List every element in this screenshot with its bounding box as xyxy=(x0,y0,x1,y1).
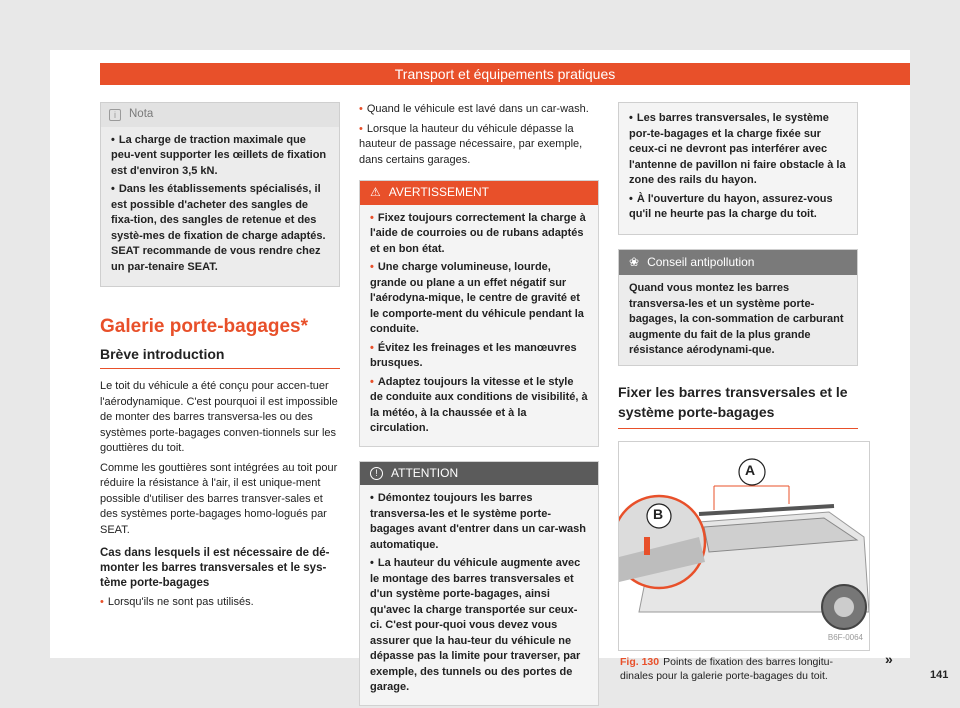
section2-title: Fixer les barres transversales et le système porte-bagages xyxy=(618,382,858,429)
column-3 xyxy=(618,102,863,683)
callout-a: A xyxy=(745,461,756,478)
chapter-header: Transport et équipements pratiques xyxy=(100,63,910,85)
nota-header xyxy=(101,103,339,127)
warning-item: • Une charge volumineuse, lourde, grande ou plane a un effet négatif sur l'aérodyna-mique, le centre de gravité et le comporte-ment du véhicule pendant la conduite. xyxy=(370,260,588,338)
warning-item: • Fixez toujours correctement la charge à l'aide de courroies ou de rubans adaptés et en bon état. xyxy=(370,211,588,258)
figure-caption xyxy=(618,651,858,683)
warning-item: • Évitez les freinages et les manœuvres brusques. xyxy=(370,341,588,372)
section-title: Galerie porte-bagages* xyxy=(100,316,309,337)
attention-header xyxy=(360,462,598,486)
attention-item: • Les barres transversales, le système por-te-bagages et la charge fixée sur ceux-ci ne devront pas interférer avec l'antenne de pavillon ni faire obstacle à la zone des rails du hayon. xyxy=(629,111,847,189)
page-number: 141 xyxy=(930,669,949,681)
eco-text: Quand vous montez les barres transversa-les et un système porte-bagages, la con-sommation de carburant augmente du fait de la plus grande résistance aérodynami-que. xyxy=(629,282,844,356)
info-icon: i xyxy=(109,109,121,121)
attention-item: • À l'ouverture du hayon, assurez-vous qu'il ne heurte pas la charge du toit. xyxy=(629,192,847,223)
warning-item: • Adaptez toujours la vitesse et le style de conduite aux conditions de visibilité, à la météo, à la chaussée et à la circulation. xyxy=(370,375,588,437)
figure-number: Fig. 130 xyxy=(620,655,660,668)
list-item: • Lorsqu'ils ne sont pas utilisés. xyxy=(100,595,340,611)
warning-label: AVERTISSEMENT xyxy=(388,185,490,199)
intro-paragraph: Comme les gouttières sont intégrées au toit pour réduire la résistance à l'air, il est unique-ment possible d'utiliser des barres transver-sales et des systèmes porte-bagages homo-logués par SEAT. xyxy=(100,461,338,536)
nota-item: • Dans les établissements spécialisés, il est possible d'acheter des sangles de fixa-tion, des sangles de retenue et des systè-mes de fixation de charge adaptés. SEAT recommande de vous rendre chez un par-tenaire SEAT. xyxy=(111,182,329,275)
intro-paragraph: Le toit du véhicule a été conçu pour accen-tuer l'aérodynamique. C'est pourquoi il est impossible de monter des barres transversa-les ou des systèmes porte-bagages conven-tionnels sur les gouttières du toit. xyxy=(100,380,338,454)
warning-triangle-icon: ⚠ xyxy=(370,185,381,199)
warning-header xyxy=(360,181,598,205)
list-item: • Quand le véhicule est lavé dans un car-wash. xyxy=(359,102,599,118)
exclamation-circle-icon: ! xyxy=(370,467,383,480)
nota-label: Nota xyxy=(129,108,154,120)
leaf-icon: ❀ xyxy=(629,254,640,269)
warning-box xyxy=(359,180,599,447)
attention-continued-box xyxy=(618,102,858,235)
eco-box xyxy=(618,249,858,366)
attention-box xyxy=(359,461,599,706)
column-1 xyxy=(100,102,340,615)
nota-item: • La charge de traction maximale que peu-vent supporter les œillets de fixation est d'environ 3,5 kN. xyxy=(111,133,329,180)
attention-item: • La hauteur du véhicule augmente avec le montage des barres transversales et d'un système porte-bagages, ainsi qu'avec la charge transportée sur ceux-ci. C'est pour-quoi vous devez vous assurer que la hau-teur du véhicule ne dépasse pas la limite pour traverser, par exemple, des tunnels ou des portes de garage. xyxy=(370,556,588,696)
attention-item: • Démontez toujours les barres transversa-les et le système porte-bagages avant d'entrer dans un car-wash automatique. xyxy=(370,491,588,553)
question-heading: Cas dans lesquels il est nécessaire de dé-monter les barres transversales et le sys-tème porte-bagages xyxy=(100,547,330,589)
next-page-arrow: » xyxy=(885,651,893,667)
figure-caption-text: Points de fixation des barres longitu-dinales pour la galerie porte-bagages du toit. xyxy=(620,655,833,682)
callout-b: B xyxy=(653,505,664,522)
list-item: • Lorsque la hauteur du véhicule dépasse la hauteur de passage nécessaire, par exemple, dans certains garages. xyxy=(359,122,599,169)
nota-box xyxy=(100,102,340,287)
page xyxy=(50,50,949,693)
section-subtitle: Brève introduction xyxy=(100,347,340,370)
figure-code: B6F-0064 xyxy=(827,633,863,642)
eco-header xyxy=(619,250,857,276)
eco-label: Conseil antipollution xyxy=(647,254,755,269)
column-2 xyxy=(359,102,599,706)
attention-label: ATTENTION xyxy=(391,465,459,480)
figure-roof-rails xyxy=(618,441,870,651)
